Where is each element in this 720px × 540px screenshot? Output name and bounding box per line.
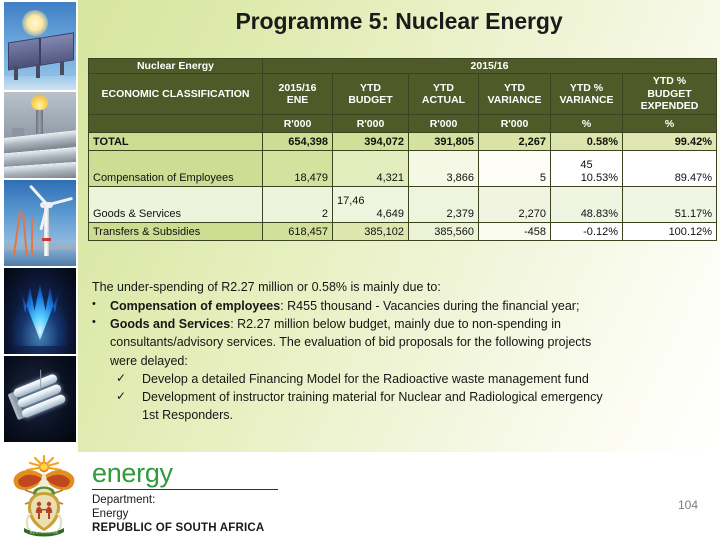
cell-ytd-pct-variance: -0.12% — [551, 222, 623, 240]
wrapped-value-top: 17,46 — [337, 194, 365, 207]
col-header-ytd-variance — [479, 74, 551, 114]
turbine-blade — [29, 185, 49, 206]
cell-ytd-variance: 5 — [479, 150, 551, 186]
cell-ytd-variance: 2,267 — [479, 132, 551, 150]
unit-ytd-budget: R'000 — [333, 114, 409, 132]
cell-ytd-pct-variance: 48.83% — [551, 186, 623, 222]
row-label: Transfers & Subsidies — [89, 222, 263, 240]
wrapped-value — [337, 195, 404, 221]
table-row-goods-services — [89, 186, 717, 222]
financial-table — [88, 58, 717, 241]
col-header-line: YTD % — [652, 75, 687, 88]
gas-pipeline-photo — [4, 92, 76, 178]
cfl-wire — [40, 370, 41, 388]
cell-ytd-pct-budget-expended: 89.47% — [623, 150, 717, 186]
cell-ene — [263, 186, 333, 222]
turbine-blade — [47, 197, 73, 207]
solar-leg — [36, 64, 40, 78]
wrapped-value-bottom: 10.53% — [580, 171, 618, 184]
cell-ytd-variance: 2,270 — [479, 186, 551, 222]
col-header-line: VARIANCE — [487, 93, 542, 106]
check-item-financing-model — [92, 370, 710, 388]
cell-ytd-budget: 394,072 — [333, 132, 409, 150]
table-head — [89, 59, 717, 133]
col-header-line: YTD — [360, 81, 381, 94]
table-header-row-1 — [89, 59, 717, 74]
cell-ytd-variance: -458 — [479, 222, 551, 240]
footer — [0, 452, 720, 540]
turbine-band — [42, 238, 51, 241]
wrapped-value — [267, 208, 328, 221]
cell-ytd-budget: 4,321 — [333, 150, 409, 186]
department-logo — [92, 460, 392, 535]
dept-line-department: Department: — [92, 494, 156, 506]
table-row-total — [89, 132, 717, 150]
cell-ytd-budget — [333, 186, 409, 222]
bullet-rest: : R455 thousand - Vacancies during the financial year; — [280, 299, 580, 314]
cell-ytd-pct-budget-expended: 100.12% — [623, 222, 717, 240]
bullet-text — [110, 297, 710, 315]
unit-ene: R'000 — [263, 114, 333, 132]
blue-flame-photo — [4, 268, 76, 354]
bullet-item-goods-services — [92, 315, 710, 333]
page-number: 104 — [677, 498, 698, 512]
cell-ytd-budget: 385,102 — [333, 222, 409, 240]
wrapped-value-top: 45 — [580, 158, 593, 171]
table-header-row-2 — [89, 74, 717, 114]
sun-icon — [22, 10, 48, 36]
table-body — [89, 132, 717, 240]
unit-ytd-variance: R'000 — [479, 114, 551, 132]
col-header-line: YTD — [504, 81, 525, 94]
bullet-icon: • — [92, 298, 96, 311]
col-header-line: EXPENDED — [640, 100, 699, 113]
solar-leg — [14, 66, 18, 80]
table-row-compensation — [89, 150, 717, 186]
check-continuation: 1st Responders. — [142, 407, 234, 422]
cell-ytd-actual: 3,866 — [409, 150, 479, 186]
solar-panel-right — [40, 32, 74, 65]
flame-icon — [31, 94, 48, 110]
table-year-span-header: 2015/16 — [263, 59, 717, 74]
cell-ytd-actual: 2,379 — [409, 186, 479, 222]
dept-line-republic: REPUBLIC OF SOUTH AFRICA — [92, 522, 265, 535]
logo-divider — [92, 489, 278, 490]
col-header-line: BUDGET — [348, 93, 393, 106]
cell-ytd-actual: 385,560 — [409, 222, 479, 240]
photo-strip — [0, 0, 78, 452]
cell-ytd-pct-variance — [551, 150, 623, 186]
bullet-continuation-2: were delayed: — [110, 353, 188, 368]
cell-ytd-actual: 391,805 — [409, 132, 479, 150]
col-header-line: YTD — [433, 81, 454, 94]
bullet-text — [110, 315, 710, 333]
row-label: Goods & Services — [89, 186, 263, 222]
bullet-continuation-1: consultants/advisory services. The evaluation of bid proposals for the following projects — [110, 335, 592, 350]
cell-ytd-pct-variance: 0.58% — [551, 132, 623, 150]
table-corner-subtitle: ECONOMIC CLASSIFICATION — [89, 74, 263, 114]
check-icon: ✓ — [116, 370, 127, 385]
col-header-line: 2015/16 — [278, 81, 317, 94]
col-header-ytd-pct-variance — [551, 74, 623, 114]
solar-leg — [60, 61, 64, 75]
col-header-line: YTD % — [569, 81, 604, 94]
unit-blank — [89, 114, 263, 132]
wrapped-value-bottom: 2 — [321, 207, 328, 220]
brand-wordmark: energy — [92, 458, 173, 488]
cfl-lamp-icon — [12, 372, 69, 422]
unit-ytd-pct-budget-expended: % — [623, 114, 717, 132]
col-header-line: ENE — [286, 93, 309, 106]
south-africa-coat-of-arms — [8, 454, 80, 538]
wrapped-value-bottom: 4,649 — [376, 207, 404, 220]
narrative-block — [92, 278, 710, 424]
table-row-transfers-subsidies — [89, 222, 717, 240]
table-corner-title: Nuclear Energy — [89, 59, 263, 74]
bullet-rest: : R2.27 million below budget, mainly due to non-spending in — [230, 317, 561, 332]
cell-ene: 18,479 — [263, 150, 333, 186]
narrative-lead: The under-spending of R2.27 million or 0.58% is mainly due to: — [92, 280, 441, 294]
check-text: Development of instructor training material for Nuclear and Radiological emergency — [142, 389, 603, 404]
row-label: TOTAL — [89, 132, 263, 150]
bullet-strong: Goods and Services — [110, 317, 231, 332]
unit-ytd-actual: R'000 — [409, 114, 479, 132]
bullet-item-compensation — [92, 297, 710, 315]
cell-ene: 618,457 — [263, 222, 333, 240]
col-header-line: ACTUAL — [421, 93, 466, 106]
col-header-ene — [263, 74, 333, 114]
cell-ene: 654,398 — [263, 132, 333, 150]
check-icon: ✓ — [116, 388, 127, 403]
cell-ytd-pct-budget-expended: 51.17% — [623, 186, 717, 222]
cfl-bulb-photo — [4, 356, 76, 442]
wind-turbine-photo — [4, 180, 76, 266]
col-header-ytd-budget — [333, 74, 409, 114]
solar-panels-photo — [4, 2, 76, 90]
table-units-row — [89, 114, 717, 132]
check-item-instructor-training — [92, 388, 710, 406]
col-header-ytd-pct-budget-expended — [623, 74, 717, 114]
bullet-icon: • — [92, 316, 96, 329]
bullet-strong: Compensation of employees — [110, 299, 281, 314]
crane-mast — [31, 218, 33, 256]
row-label: Compensation of Employees — [89, 150, 263, 186]
unit-ytd-pct-variance: % — [551, 114, 623, 132]
col-header-line: BUDGET — [647, 87, 692, 100]
page-title: Programme 5: Nuclear Energy — [235, 8, 563, 34]
col-header-line: VARIANCE — [559, 93, 614, 106]
check-text: Develop a detailed Financing Model for the Radioactive waste management fund — [142, 371, 589, 386]
cell-ytd-pct-budget-expended: 99.42% — [623, 132, 717, 150]
dept-line-energy: Energy — [92, 508, 129, 521]
col-header-ytd-actual — [409, 74, 479, 114]
wrapped-value — [555, 159, 618, 185]
svg-text:!KE E: /XARRA //KE: !KE E: /XARRA //KE — [29, 530, 59, 535]
